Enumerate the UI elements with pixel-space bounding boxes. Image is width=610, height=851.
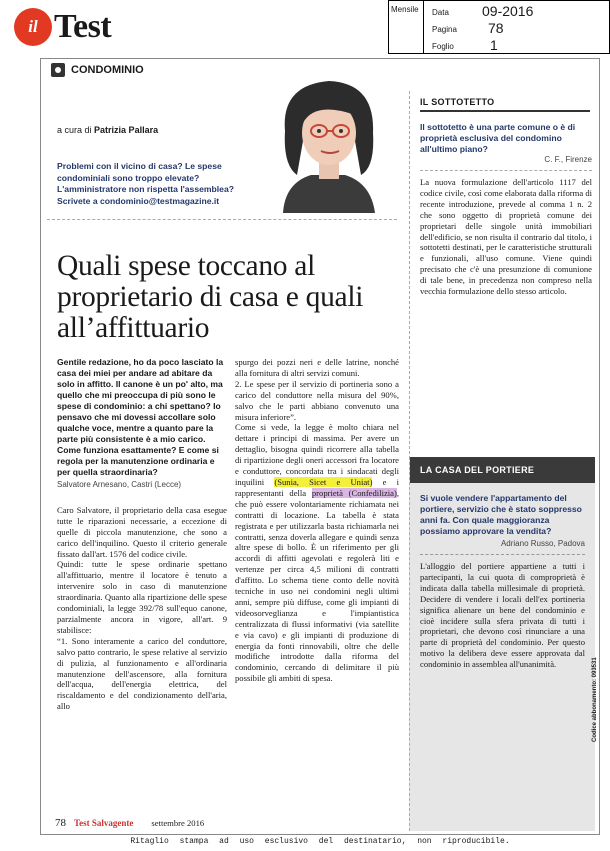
answer-text: , che può essere volontariamente richiamata nei contratti di locazione. La tabella è stata registrata e per utilizzarla basta richiamarla nei contratti, senza doverla allegare e quindi senza altre spese di bollo. È un riferimento per gli accordi di affitti agevolati e regolerà liti e vertenze per circa 4,5 milioni di contratti d'affitto. Lo schema tiene conto delle novità tecniche in uso nei condomini negli ultimi anni, sempre più diffuse, come gli impianti di videosorveglianza e l'impiantistica centralizzata di flussi informativi (via satellite e via cavo) e gli impianti di produzione di energia da fonti rinnovabili, oltre che delle modifiche introdotte dalla riforma del condominio, cercando di delimitare il più possibile gli ambiti di spesa. [235,487,399,684]
sidebar-sottotetto [409,91,595,489]
page-number: 78 [55,817,66,829]
divider [47,219,397,220]
curated-author: Patrizia Pallara [94,125,159,135]
answer-paragraph: “1. Sono interamente a carico del conduttore, salvo patto contrario, le spese relative al servizio di pulizia, al funzionamento e all'ordinaria manutenzione dell'ascensore, alla fornitura dell'acqua, dell'energia elettrica, del riscaldamento e del condizionamento dell'aria, allo [57,635,227,712]
meta-label: Foglio [432,42,454,51]
masthead [0,0,388,54]
column-intro: Problemi con il vicino di casa? Le spese condominiali sono troppo elevate? L'amministratore non rispetta l'assemblea? Scrivete a condominio@testmagazine.it [57,161,234,206]
answer-paragraph: 2. Le spese per il servizio di portineria sono a carico del conduttore nella misura del 90%, salvo che le parti abbiano convenuto una misura inferiore”. [235,378,399,422]
sidebar-reader: C. F., Firenze [544,155,592,164]
curated-prefix: a cura di [57,125,92,135]
logo-mark: il [14,8,52,46]
meta-label: Data [432,8,449,17]
section-header [51,63,144,77]
meta-label: Pagina [432,25,457,34]
answer-paragraph: Quindi: tutte le spese ordinarie spettano all'affittuario, mentre il locatore è tenuto a intervenire solo in caso di manutenzione straordinaria. Quanto alla ripartizione delle spese condominiali, la legge 392/78 sull'equo canone, parzialmente ancora in vigore, all'art. 9 stabilisce: [57,559,227,635]
article-column-2 [235,357,399,684]
magazine-page [40,58,600,835]
meta-value: 78 [488,20,504,36]
divider [420,170,592,171]
sidebar-portiere [409,457,595,831]
frequency: Mensile [388,0,424,54]
footer-month: settembre 2016 [151,818,205,828]
sidebar-reader: Adriano Russo, Padova [500,539,585,548]
clipping-metadata [388,0,610,54]
meta-table [424,0,610,54]
meta-value: 1 [490,37,498,53]
highlight-unions: (Sunia, Sicet e Uniat) [274,476,373,487]
reader-question: Gentile redazione, ho da poco lasciato la casa dei miei per andare ad abitare da solo in affitto. Il canone è un po' alto, ma quello che mi preoccupa di più sono le spese di condominio: a chi spettano? Io pensavo che mi dovessi accollare solo qualche voce, mentre a quanto pare la parte più consistente è a mio carico. Come funziona esattamente? E come si regola per la manutenzione ordinaria e per quella straordinaria? [57,357,224,477]
curated-by [57,125,158,135]
page-footer [55,817,204,829]
answer-paragraph: Caro Salvatore, il proprietario della casa esegue tutte le riparazioni necessarie, a eccezione di quelle di piccola manutenzione, che sono a carico dell'inquilino. Questo il criterio generale fissato dall'art. 1576 del codice civile. [57,504,227,559]
logo-word: Test [54,8,112,45]
divider [420,554,585,555]
subscription-code: Codice abbonamento: 093531 [592,657,598,742]
sidebar-question: Si vuole vendere l'appartamento del portiere, servizio che è stato soppresso anni fa. Con quale maggioranza possiamo approvare la vendita? [420,493,582,536]
answer-paragraph: spurgo dei pozzi neri e delle latrine, nonché alla fornitura di altri servizi comuni. [235,357,399,378]
sidebar-answer: La nuova formulazione dell'articolo 1117 del codice civile, così come elaborata dalla riforma di recente introduzione, prevede al comma 1 n. 2 che sono oggetto di proprietà comune dei proprietari delle singole unità immobiliari dell'edificio, se non risulta il contrario dal titolo, i sottotetti destinati, per le caratteristiche strutturali e funzionali, all'uso comune. Viene quindi precisato che c'è una presunzione di comunione di tale bene, in precedenza non compreso nella vecchia formulazione dello stesso articolo. [420,177,592,297]
sidebar-title: IL SOTTOTETTO [420,91,590,112]
article-column-1 [57,357,227,712]
reader-name: Salvatore Arnesano, Castri (Lecce) [57,480,182,489]
highlight-confedilizia: proprietà (Confedilizia) [311,487,397,498]
clipping-notice: Ritaglio stampa ad uso esclusivo del destinatario, non riproducibile. [130,837,510,846]
footer-brand: Test Salvagente [74,818,134,828]
sidebar-title: LA CASA DEL PORTIERE [410,457,595,483]
answer-text: Come si vede, la legge è molto chiara nel dettare i principi di massima. Per avere un dettaglio, bisogna quindi ricorrere alla tabella di ripartizione degli oneri accessori fra locatore e conduttore, concordata tra i sindacati degli inquilini [235,422,399,487]
sidebar-question: Il sottotetto è una parte comune o è di proprietà esclusiva del condomino all'ultimo piano? [420,122,576,154]
meta-value: 09-2016 [482,3,534,19]
il-test-logo [14,8,111,46]
answer-text: e i rappresentanti della [235,476,400,498]
section-name: CONDOMINIO [71,64,144,76]
answer-paragraph [235,422,399,684]
sidebar-answer: L'alloggio del portiere appartiene a tutti i partecipanti, la cui quota di comproprietà è indicata dalla tabella millesimale di proprietà. Decidere di vendere i locali dell'ex portineria significa alienare un bene del condominio e cioè incidere sulla sfera privata di tutti i proprietari, che devono così rinunciare a una parte di proprietà del condominio. Per questo motivo la delibera deve essere approvata dal condominio in assemblea all'unanimità. [420,561,585,670]
condominio-icon [51,63,65,77]
author-portrait-illustration [263,71,393,213]
article-headline: Quali spese toccano al proprietario di casa e quali all’affittuario [57,249,364,344]
